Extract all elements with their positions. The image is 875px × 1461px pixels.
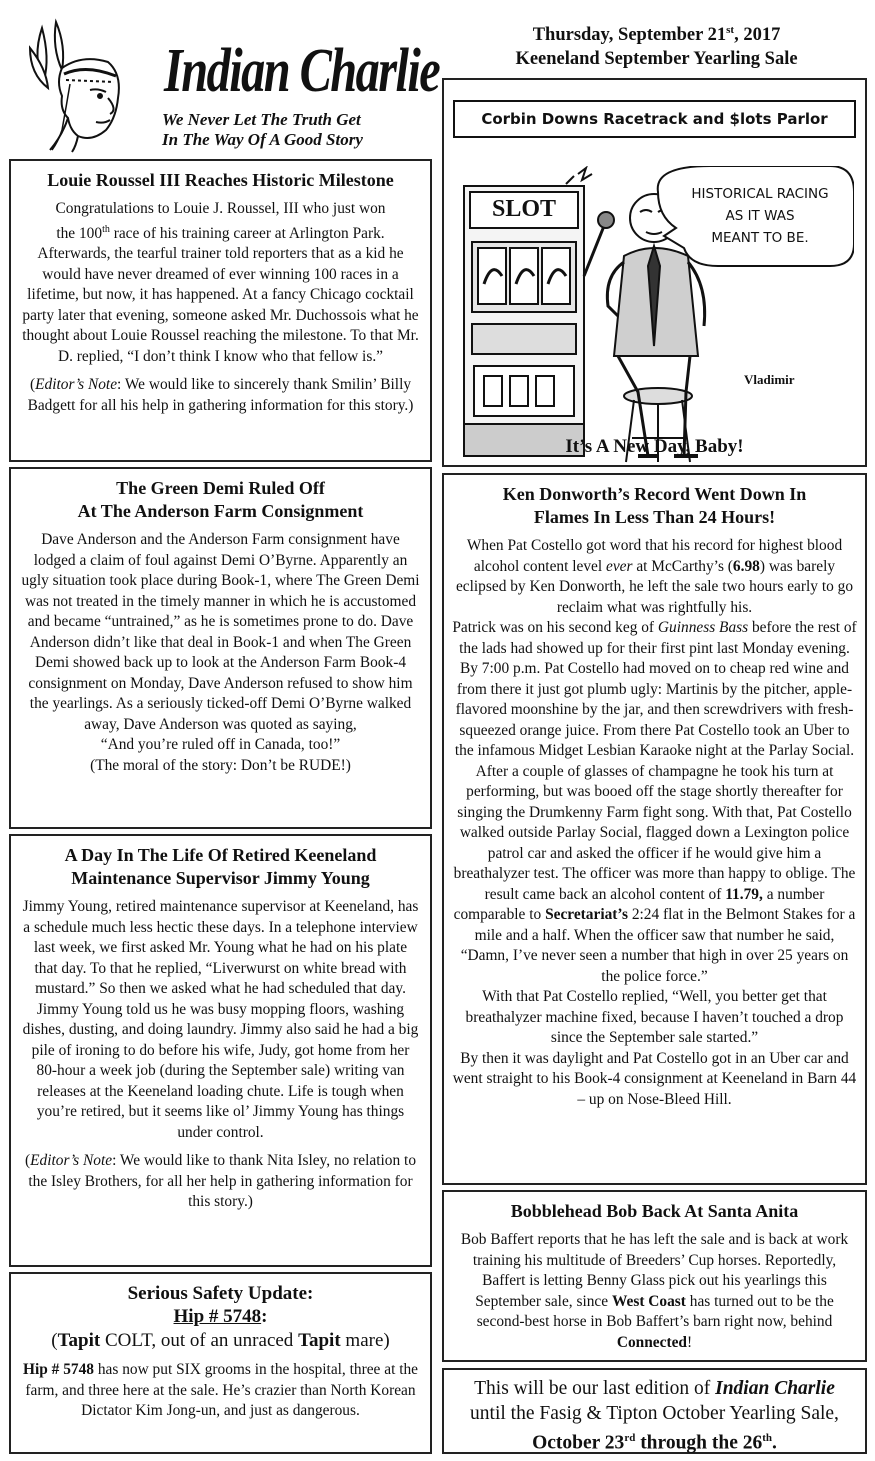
demi-title-2: At The Anderson Farm Consignment [77,501,364,521]
cartoon-heading: Corbin Downs Racetrack and $lots Parlor [453,100,856,138]
tagline-line-2: In The Way Of A Good Story [162,130,363,149]
speech-line-3: MEANT TO BE. [711,230,809,246]
demi-title-1: The Green Demi Ruled Off [116,478,325,498]
young-title-2: Maintenance Supervisor Jimmy Young [71,868,370,888]
speech-line-2: AS IT WAS [725,208,795,224]
safety-title: Serious Safety Update: [127,1283,314,1304]
speech-line-1: HISTORICAL RACING [691,186,829,202]
roussel-title: Louie Roussel III Reaches Historic Milestone [47,170,394,190]
donworth-para-4: With that Pat Costello replied, “Well, you better get that breathalyzer machine fixed, because I haven’t touched a drop since the September sale started.” [465,988,844,1046]
donworth-para-1: When Pat Costello got word that his record for highest blood alcohol content level ever at McCarthy’s (6.98) was barely eclipsed by Ken Donworth, he left the sale two hours early to go reclaim what was rightfully his. [455,537,854,616]
young-article [9,834,432,1267]
safety-article [9,1272,432,1454]
safety-body: Hip # 5748 has now put SIX grooms in the hospital, three at the farm, and three here at the sale. He’s crazier than North Korean Dictator Kim Jong-un, and just as dangerous. [23,1361,418,1419]
dateline [444,18,869,71]
masthead [22,14,440,154]
tagline-line-1: We Never Let The Truth Get [162,110,361,129]
closing-line-2: until the Fasig & Tipton October Yearling Sale, [470,1403,839,1424]
safety-pedigree: (Tapit COLT, out of an unraced Tapit mare) [51,1330,390,1351]
donworth-title-1: Ken Donworth’s Record Went Down In [502,484,807,504]
closing-notice [442,1368,867,1454]
issue-event: Keeneland September Yearling Sale [515,49,798,70]
roussel-body: Congratulations to Louie J. Roussel, III who just won the 100th race of his training career at Arlington Park. Afterwards, the tearful trainer told reporters that as a kid he would have never dreamed of ever winning 100 races in a lifetime, but now, it has happened. At a fancy Chicago cocktail party later that evening, someone asked Mr. Duchossois what he thought about Louie Roussel reaching the milestone. To that Mr. D. replied, “I don’t think I know who that fellow is.” [22,200,419,365]
demi-article [9,467,432,829]
native-chief-head-icon [22,18,157,153]
donworth-para-2: Patrick was on his second keg of Guinness Bass before the rest of the lads had showed up for their first pint last Monday evening. [452,619,857,657]
bobblehead-body: Bob Baffert reports that he has left the sale and is back at work training his multitude of Breeders’ Cup horses. Reportedly, Baffert is letting Benny Glass pick out his yearlings this September sale, since West Coast has turned out to be the second-best horse in Bob Baffert’s barn right now, behind Connected! [460,1231,849,1351]
young-title-1: A Day In The Life Of Retired Keeneland [64,845,377,865]
demi-quote: “And you’re ruled off in Canada, too!” [100,736,341,753]
cartoon-illustration [458,166,854,466]
cartoon-box [442,78,867,467]
cartoon-caption: It’s A New Day, Baby! [565,436,744,457]
closing-line-3: October 23rd through the 26th. [532,1432,777,1454]
demi-body: Dave Anderson and the Anderson Farm consignment have lodged a claim of foul against Demi O’Byrne. Apparently an ugly situation took place during Book-1, where The Green Demi was not treated in the timely manner in which he is accustomed and became “untrained,” as he is sometimes prone to do. Dave Anderson didn’t like that deal in Book-1 and when The Green Demi showed back up to look at the Anderson Farm Book-4 consignment on Monday, Dave Anderson refused to show him the yearlings. As a seriously ticked-off Demi O’Byrne walked away, Dave Anderson was quoted as saying, [21,531,420,733]
donworth-title-2: Flames In Less Than 24 Hours! [533,507,776,527]
safety-hip: Hip # 5748: [173,1306,268,1327]
closing-line-1: This will be our last edition of Indian Charlie [474,1378,835,1399]
roussel-editors-note: (Editor’s Note: We would like to sincerely thank Smilin’ Billy Badgett for all his help in gathering information for this story.) [27,376,414,414]
cartoon-artist: Vladimir [744,372,795,387]
roussel-article [9,159,432,462]
donworth-para-5: By then it was daylight and Pat Costello got in an Uber car and went straight to his Book-4 consignment at Keeneland in Barn 44 – up on Nose-Bleed Hill. [452,1049,857,1108]
young-editors-note: (Editor’s Note: We would like to thank Nita Isley, no relation to the Isley Brothers, for all her help in gathering information for this story.) [24,1152,417,1210]
young-body: Jimmy Young, retired maintenance supervisor at Keeneland, has a schedule much less hectic these days. In a telephone interview last week, we first asked Mr. Young what he had on his plate that day. To that he replied, “Liverwurst on white bread with mustard.” So then we asked what he had scheduled that day. Jimmy Young told us he was busy mopping floors, washing dishes, dusting, and doing laundry. Jimmy also said he had a big pile of ironing to do before his wife, Judy, got home from her 80-hour a week job (during the September sale) writing van releases at the Keeneland loading chute. Life is tough when you’re retired, but it seems like ol’ Jimmy Young has things under control. [22,898,419,1141]
bobblehead-title: Bobblehead Bob Back At Santa Anita [510,1201,799,1221]
masthead-title: Indian Charlie [164,37,440,105]
bobblehead-article [442,1190,867,1362]
demi-moral: (The moral of the story: Don’t be RUDE!) [90,756,351,774]
donworth-article [442,473,867,1185]
donworth-para-3: By 7:00 p.m. Pat Costello had moved on to cheap red wine and from there it just got plumb ugly: Martinis by the pitcher, apple-flavored moonshine by the jar, and then screwdrivers with fresh-squeezed orange juice. From there Pat Costello took an Uber to the infamous Midget Lesbian Karaoke night at the Parlay Social. After a couple of glasses of champagne he took his turn at performing, but was booed off the stage shortly thereafter for singing the Drumkenny Farm fight song. With that, Pat Costello walked outside Parlay Social, flagged down a Lexington police patrol car and asked the officer if he would give him a breathalyzer test. The officer was more than happy to oblige. The result came back an alcohol content of 11.79, a number comparable to Secretariat’s 2:24 flat in the Belmont Stakes for a mile and a half. When the officer saw that number he said, “Damn, I’ve never seen a number that high in over 25 years on the police force.” [453,660,856,985]
slot-machine-label: SLOT [491,196,557,222]
issue-date: Thursday, September 21st, 2017 [532,24,781,46]
